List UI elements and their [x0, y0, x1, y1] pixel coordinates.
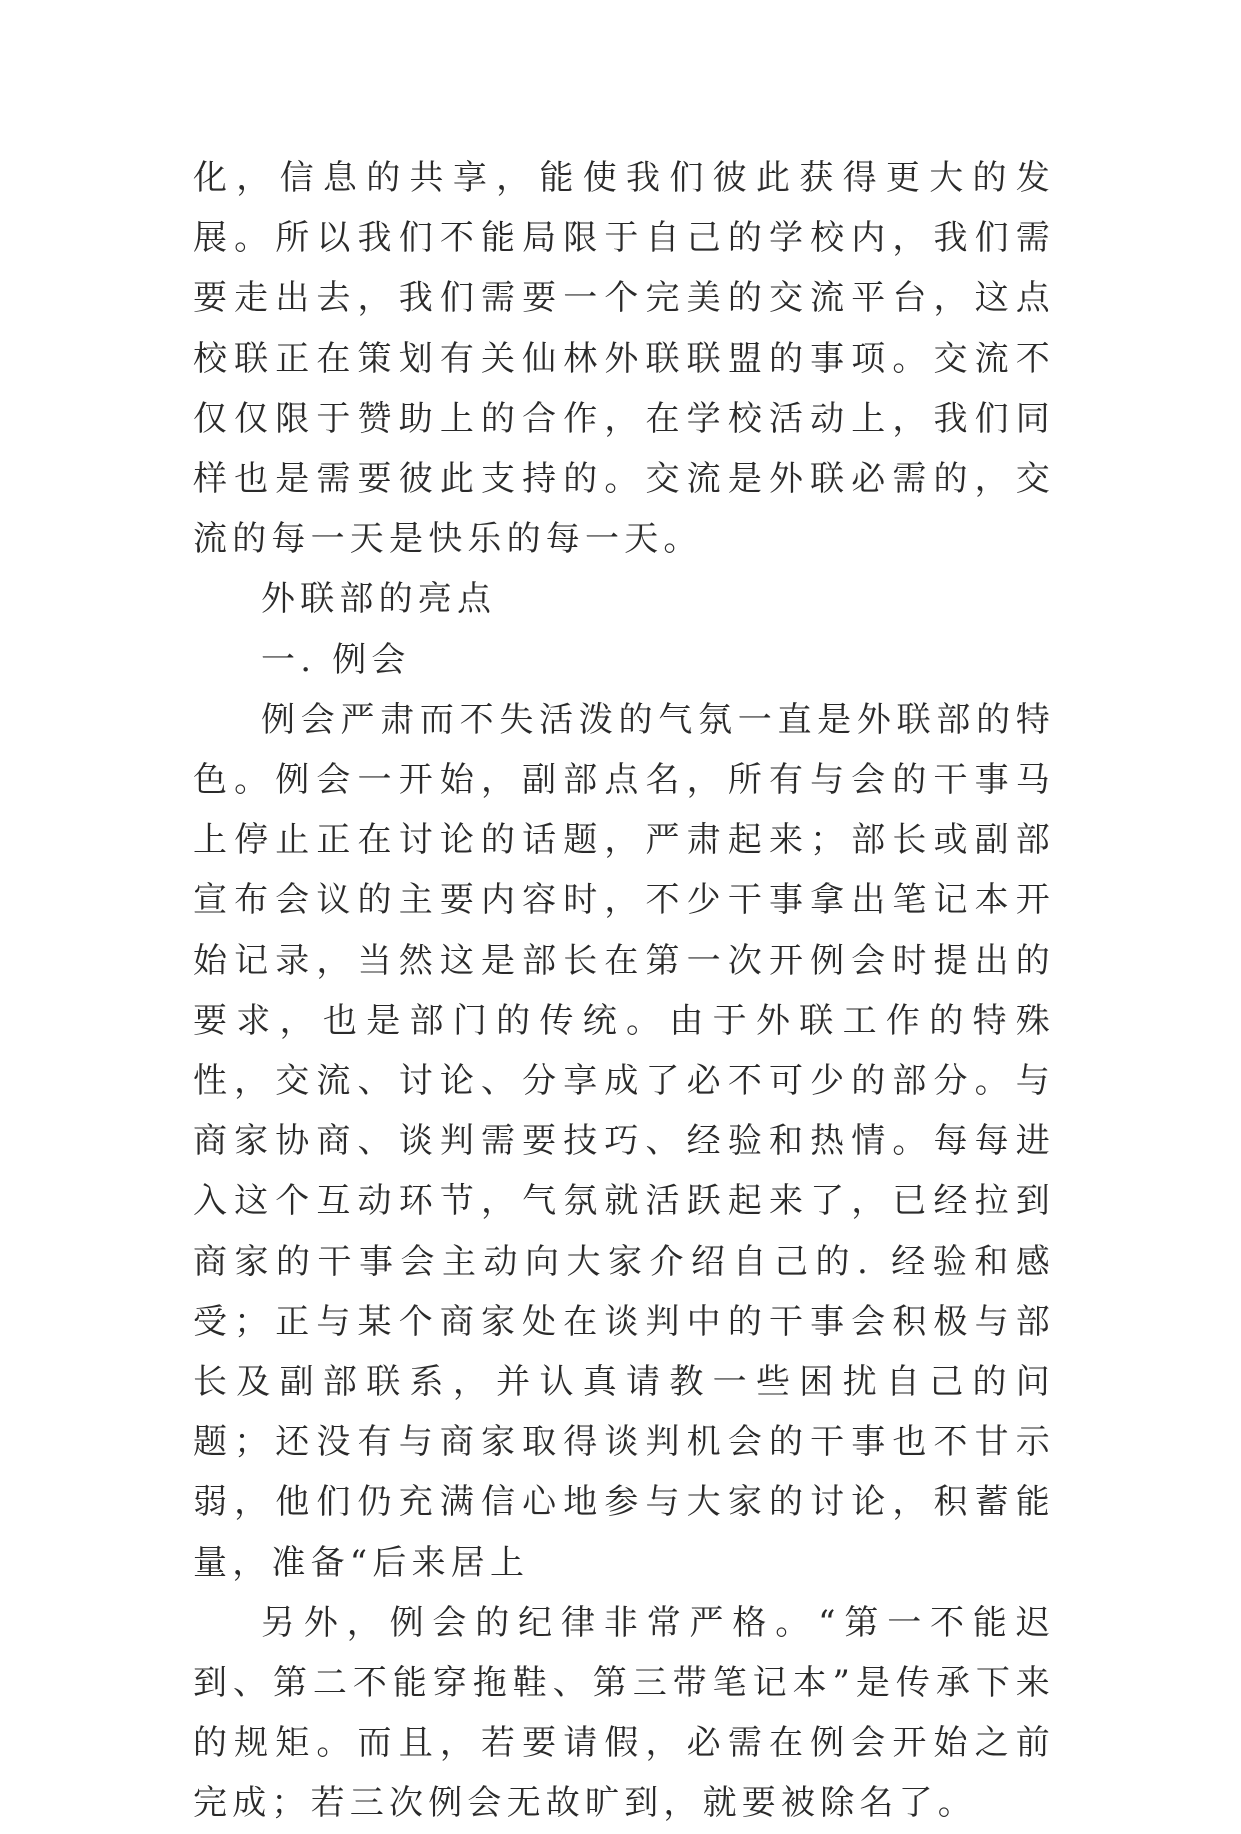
- section-heading-highlights: 外联部的亮点: [261, 579, 497, 620]
- subsection-heading-meeting: 一. 例会: [261, 639, 411, 680]
- paragraph-meeting-discipline: 另外，例会的纪律非常严格。“第一不能迟到、第二不能穿拖鞋、第三带笔记本”是传承下来的规矩。而且，若要请假，必需在例会开始之前完成；若三次例会无故旷到，就要被除名了。: [193, 1602, 1055, 1824]
- paragraph-exchange-continued: 化，信息的共享，能使我们彼此获得更大的发展。所以我们不能局限于自己的学校内，我们需要走出去，我们需要一个完美的交流平台，这点校联正在策划有关仙林外联联盟的事项。交流不仅仅限于赞助上的合作，在学校活动上，我们同样也是需要彼此支持的。交流是外联必需的，交流的每一天是快乐的每一天。: [193, 158, 1055, 560]
- paragraph-meeting-atmosphere: 例会严肃而不失活泼的气氛一直是外联部的特色。例会一开始，副部点名，所有与会的干事马上停止正在讨论的话题，严肃起来；部长或副部宣布会议的主要内容时，不少干事拿出笔记本开始记录，当然这是部长在第一次开例会时提出的要求，也是部门的传统。由于外联工作的特殊性，交流、讨论、分享成了必不可少的部分。与商家协商、谈判需要技巧、经验和热情。每每进入这个互动环节，气氛就活跃起来了，已经拉到商家的干事会主动向大家介绍自己的. 经验和感受；正与某个商家处在谈判中的干事会积极与部长及副部联系，并认真请教一些困扰自己的问题；还没有与商家取得谈判机会的干事也不甘示弱，他们仍充满信心地参与大家的讨论，积蓄能量，准备“后来居上: [193, 699, 1055, 1583]
- document-body: [193, 148, 1055, 1834]
